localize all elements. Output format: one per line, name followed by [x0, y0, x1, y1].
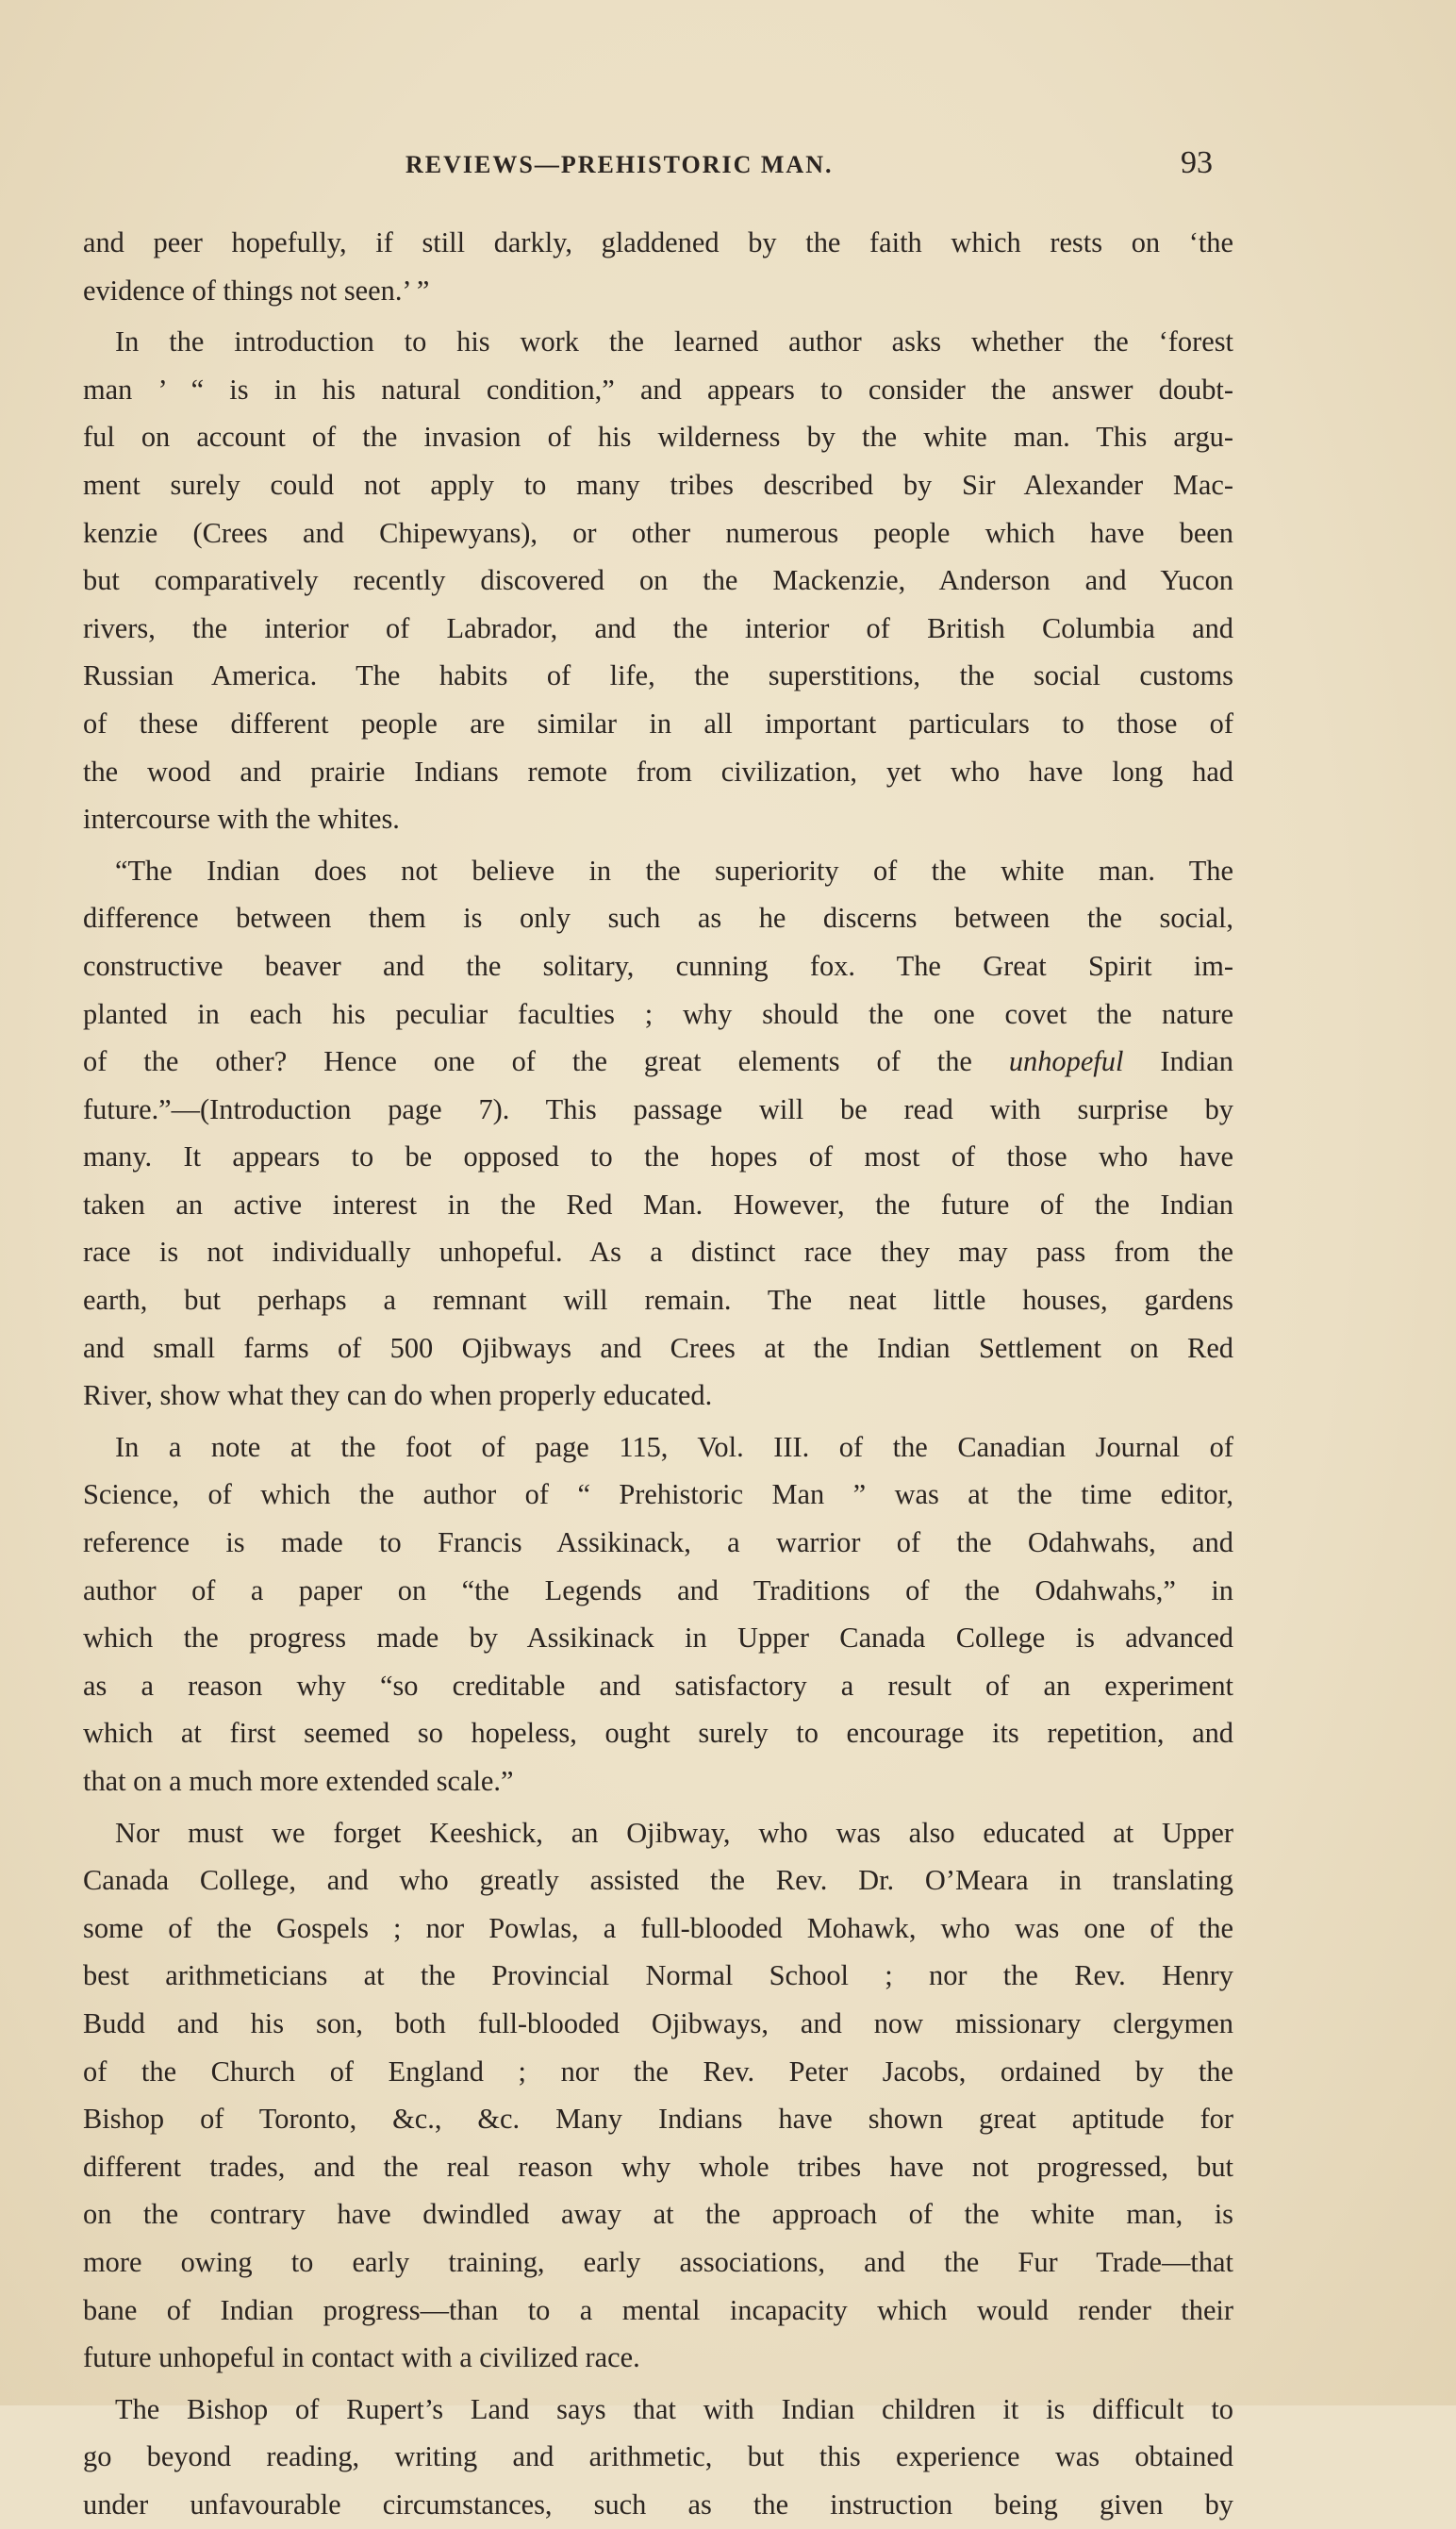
page-number: 93	[1181, 145, 1213, 180]
text-line: race is not individually unhopeful. As a distinct race they may pass from the	[83, 1236, 1233, 1269]
text-line: In a note at the foot of page 115, Vol. III. of the Canadian Journal of	[115, 1430, 1233, 1463]
text-line: but comparatively recently discovered on the Mackenzie, Anderson and Yucon	[83, 564, 1233, 597]
text-line: Nor must we forget Keeshick, an Ojibway, who was also educated at Upper	[115, 1816, 1233, 1849]
text-line: on the contrary have dwindled away at the approach of the white man, is	[83, 2198, 1233, 2231]
text-line: The Bishop of Rupert’s Land says that with Indian children it is difficult to	[115, 2392, 1233, 2425]
text-line: planted in each his peculiar faculties ; why should the one covet the nature	[83, 997, 1233, 1030]
text-line: future.”—(Introduction page 7). This passage will be read with surprise by	[83, 1092, 1233, 1125]
text-line: earth, but perhaps a remnant will remain. The neat little houses, gardens	[83, 1284, 1233, 1317]
text-line: Budd and his son, both full-blooded Ojibways, and now missionary clergymen	[83, 2006, 1233, 2039]
text-line: and small farms of 500 Ojibways and Crees at the Indian Settlement on Red	[83, 1331, 1233, 1364]
text-line: Canada College, and who greatly assisted the Rev. Dr. O’Meara in translating	[83, 1864, 1233, 1897]
text-line: as a reason why “so creditable and satisfactory a result of an experiment	[83, 1669, 1233, 1702]
text-line: go beyond reading, writing and arithmetic, but this experience was obtained	[83, 2440, 1233, 2473]
text-line: more owing to early training, early associations, and the Fur Trade—that	[83, 2245, 1233, 2278]
text-line: constructive beaver and the solitary, cunning fox. The Great Spirit im-	[83, 949, 1233, 982]
text-line: “The Indian does not believe in the superiority of the white man. The	[115, 854, 1233, 887]
running-head: REVIEWS—PREHISTORIC MAN.	[405, 151, 834, 178]
text-line: the wood and prairie Indians remote from civilization, yet who have long had	[83, 755, 1233, 788]
text-line: ful on account of the invasion of his wilderness by the white man. This argu-	[83, 421, 1233, 454]
text-line: In the introduction to his work the learned author asks whether the ‘forest	[115, 325, 1233, 358]
text-line: rivers, the interior of Labrador, and the interior of British Columbia and	[83, 611, 1233, 644]
italic-word: unhopeful	[1008, 1045, 1124, 1078]
text-line: Russian America. The habits of life, the superstitions, the social customs	[83, 659, 1233, 692]
text-line: some of the Gospels ; nor Powlas, a full-blooded Mohawk, who was one of the	[83, 1911, 1233, 1944]
text-line: taken an active interest in the Red Man. However, the future of the Indian	[83, 1188, 1233, 1221]
text-line: which the progress made by Assikinack in Upper Canada College is advanced	[83, 1622, 1233, 1655]
text-line: future unhopeful in contact with a civilized race.	[83, 2341, 640, 2374]
text-line: evidence of things not seen.’ ”	[83, 274, 430, 307]
text-line	[83, 1038, 1233, 1086]
text-line: under unfavourable circumstances, such as the instruction being given by	[83, 2487, 1233, 2521]
text-segment: of the other? Hence one of the great elements of the	[83, 1045, 1009, 1078]
text-line: different trades, and the real reason why whole tribes have not progressed, but	[83, 2150, 1233, 2183]
body-text	[83, 219, 1233, 2529]
text-line: author of a paper on “the Legends and Traditions of the Odahwahs,” in	[83, 1573, 1233, 1606]
text-line: that on a much more extended scale.”	[83, 1765, 514, 1797]
text-line: bane of Indian progress—than to a mental incapacity which would render their	[83, 2293, 1233, 2326]
text-segment: Indian	[1123, 1045, 1233, 1078]
text-line: of the Church of England ; nor the Rev. Peter Jacobs, ordained by the	[83, 2055, 1233, 2088]
text-line: Science, of which the author of “ Prehistoric Man ” was at the time editor,	[83, 1478, 1233, 1511]
text-line: difference between them is only such as he discerns between the social,	[83, 902, 1233, 935]
text-line: ment surely could not apply to many tribes described by Sir Alexander Mac-	[83, 468, 1233, 501]
page-header	[0, 145, 1456, 189]
text-line: reference is made to Francis Assikinack, a warrior of the Odahwahs, and	[83, 1526, 1233, 1559]
text-line: best arithmeticians at the Provincial Normal School ; nor the Rev. Henry	[83, 1959, 1233, 1992]
text-line: River, show what they can do when properly educated.	[83, 1379, 713, 1412]
text-line: and peer hopefully, if still darkly, gladdened by the faith which rests on ‘the	[83, 226, 1233, 258]
text-line: many. It appears to be opposed to the hopes of most of those who have	[83, 1140, 1233, 1173]
text-line: Bishop of Toronto, &c., &c. Many Indians have shown great aptitude for	[83, 2103, 1233, 2136]
text-line: of these different people are similar in all important particulars to those of	[83, 707, 1233, 740]
text-line: intercourse with the whites.	[83, 803, 400, 836]
text-line: man ’ “ is in his natural condition,” and appears to consider the answer doubt-	[83, 373, 1233, 406]
text-line: which at first seemed so hopeless, ought surely to encourage its repetition, and	[83, 1717, 1233, 1750]
text-line: kenzie (Crees and Chipewyans), or other numerous people which have been	[83, 516, 1233, 549]
